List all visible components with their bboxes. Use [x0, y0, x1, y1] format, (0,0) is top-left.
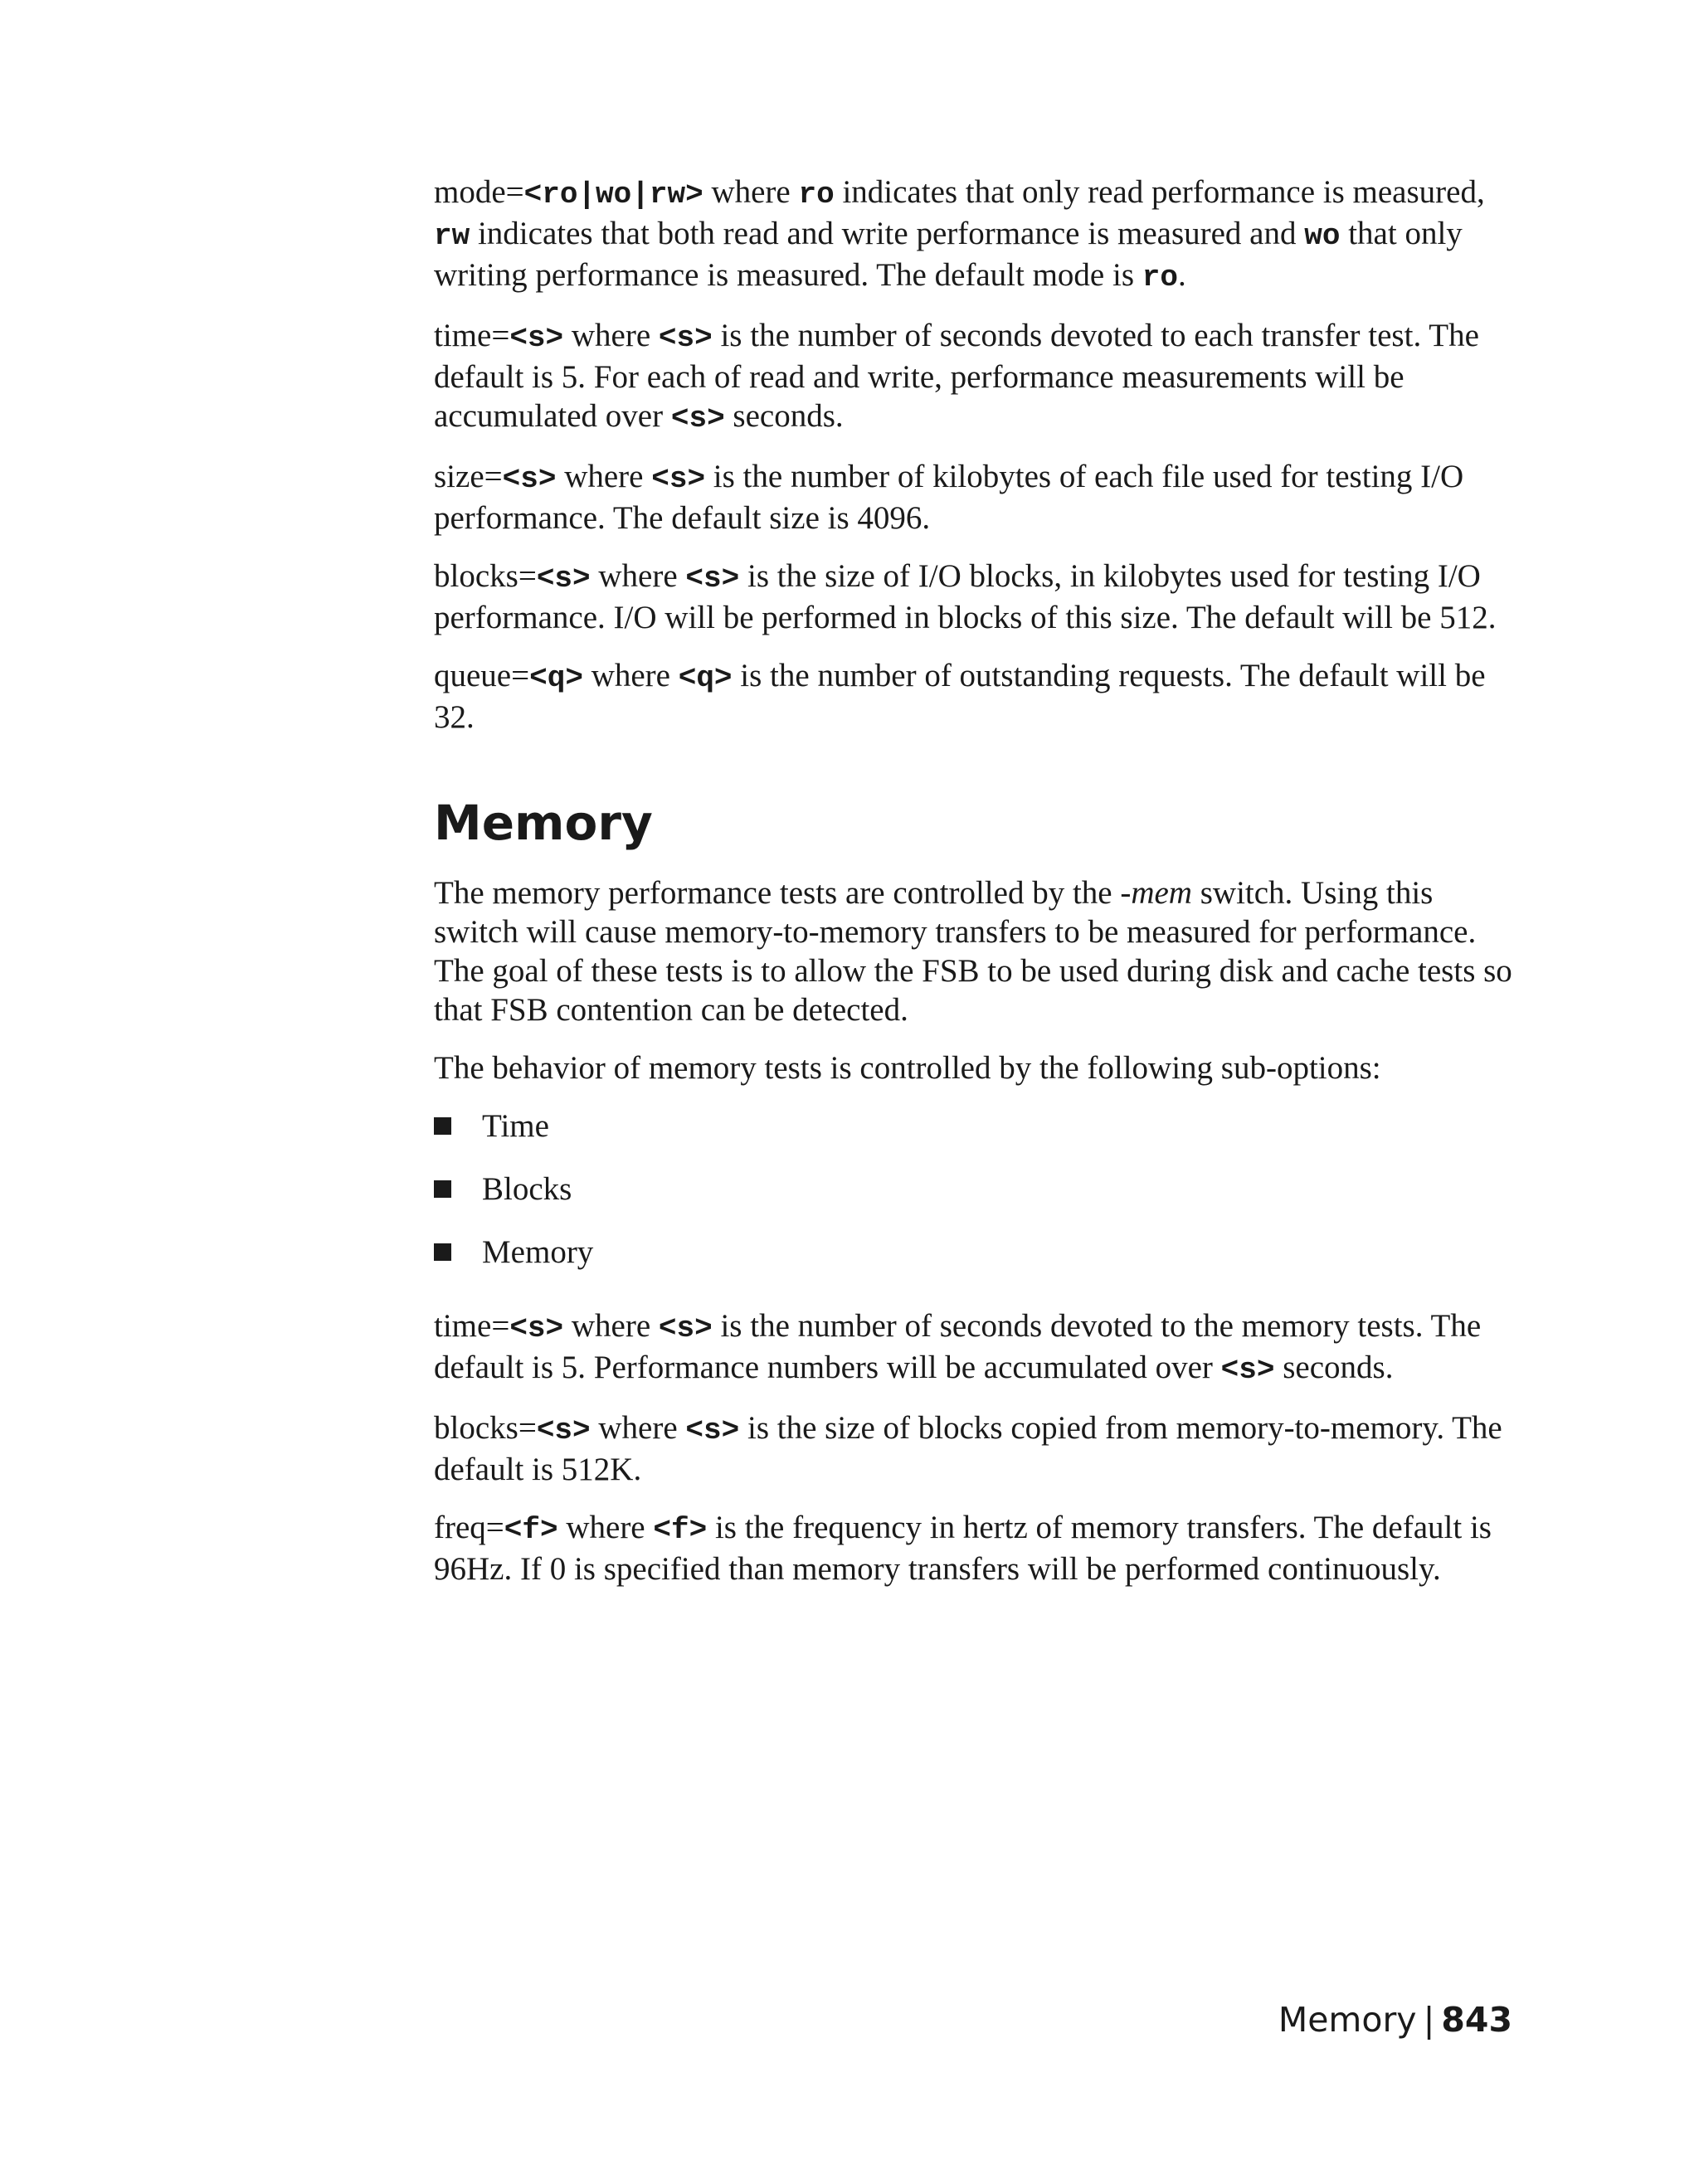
memory-intro: The memory performance tests are controlled by the -mem switch. Using this switch will cause memory-to-memory transfers to be measured for performance. The goal of these tests is to allow the FSB to be used during disk and cache tests so that FSB contention can be detected. [434, 875, 1512, 1028]
section-heading-memory: Memory [434, 795, 653, 851]
page-number: 843 [1441, 2000, 1512, 2040]
list-item: Memory [434, 1233, 1512, 1272]
option-time: time=<s> where <s> is the number of seconds devoted to each transfer test. The default is 5. For each of read and write, performance measurements will be accumulated over <s> seconds. [434, 318, 1479, 435]
memory-option-blocks: blocks=<s> where <s> is the size of blocks copied from memory-to-memory. The default is 512K. [434, 1410, 1502, 1487]
option-queue: queue=<q> where <q> is the number of outstanding requests. The default will be 32. [434, 658, 1486, 735]
list-item: Blocks [434, 1170, 1512, 1209]
square-bullet-icon [434, 1243, 451, 1261]
memory-option-time: time=<s> where <s> is the number of seconds devoted to the memory tests. The default is 5. Performance numbers will be accumulated over <s> seconds. [434, 1308, 1482, 1387]
suboptions-list [434, 1107, 1512, 1272]
square-bullet-icon [434, 1117, 451, 1135]
footer-separator: | [1423, 2000, 1435, 2040]
option-mode: mode=<ro|wo|rw> where ro indicates that only read performance is measured, rw indicates that both read and write performance is measured and wo that only writing performance is measured. The default mode is ro. [434, 174, 1485, 294]
option-blocks: blocks=<s> where <s> is the size of I/O blocks, in kilobytes used for testing I/O performance. I/O will be performed in blocks of this size. The default will be 512. [434, 558, 1497, 635]
square-bullet-icon [434, 1180, 451, 1198]
suboptions-lead: The behavior of memory tests is controlled by the following sub-options: [434, 1050, 1381, 1086]
option-size: size=<s> where <s> is the number of kilobytes of each file used for testing I/O performance. The default size is 4096. [434, 459, 1464, 536]
page-content [434, 173, 1512, 1608]
page-footer [1278, 1999, 1512, 2041]
list-item: Time [434, 1107, 1512, 1146]
memory-option-freq: freq=<f> where <f> is the frequency in hertz of memory transfers. The default is 96Hz. If 0 is specified than memory transfers will be performed continuously. [434, 1510, 1492, 1587]
footer-section-name: Memory [1278, 2000, 1417, 2040]
